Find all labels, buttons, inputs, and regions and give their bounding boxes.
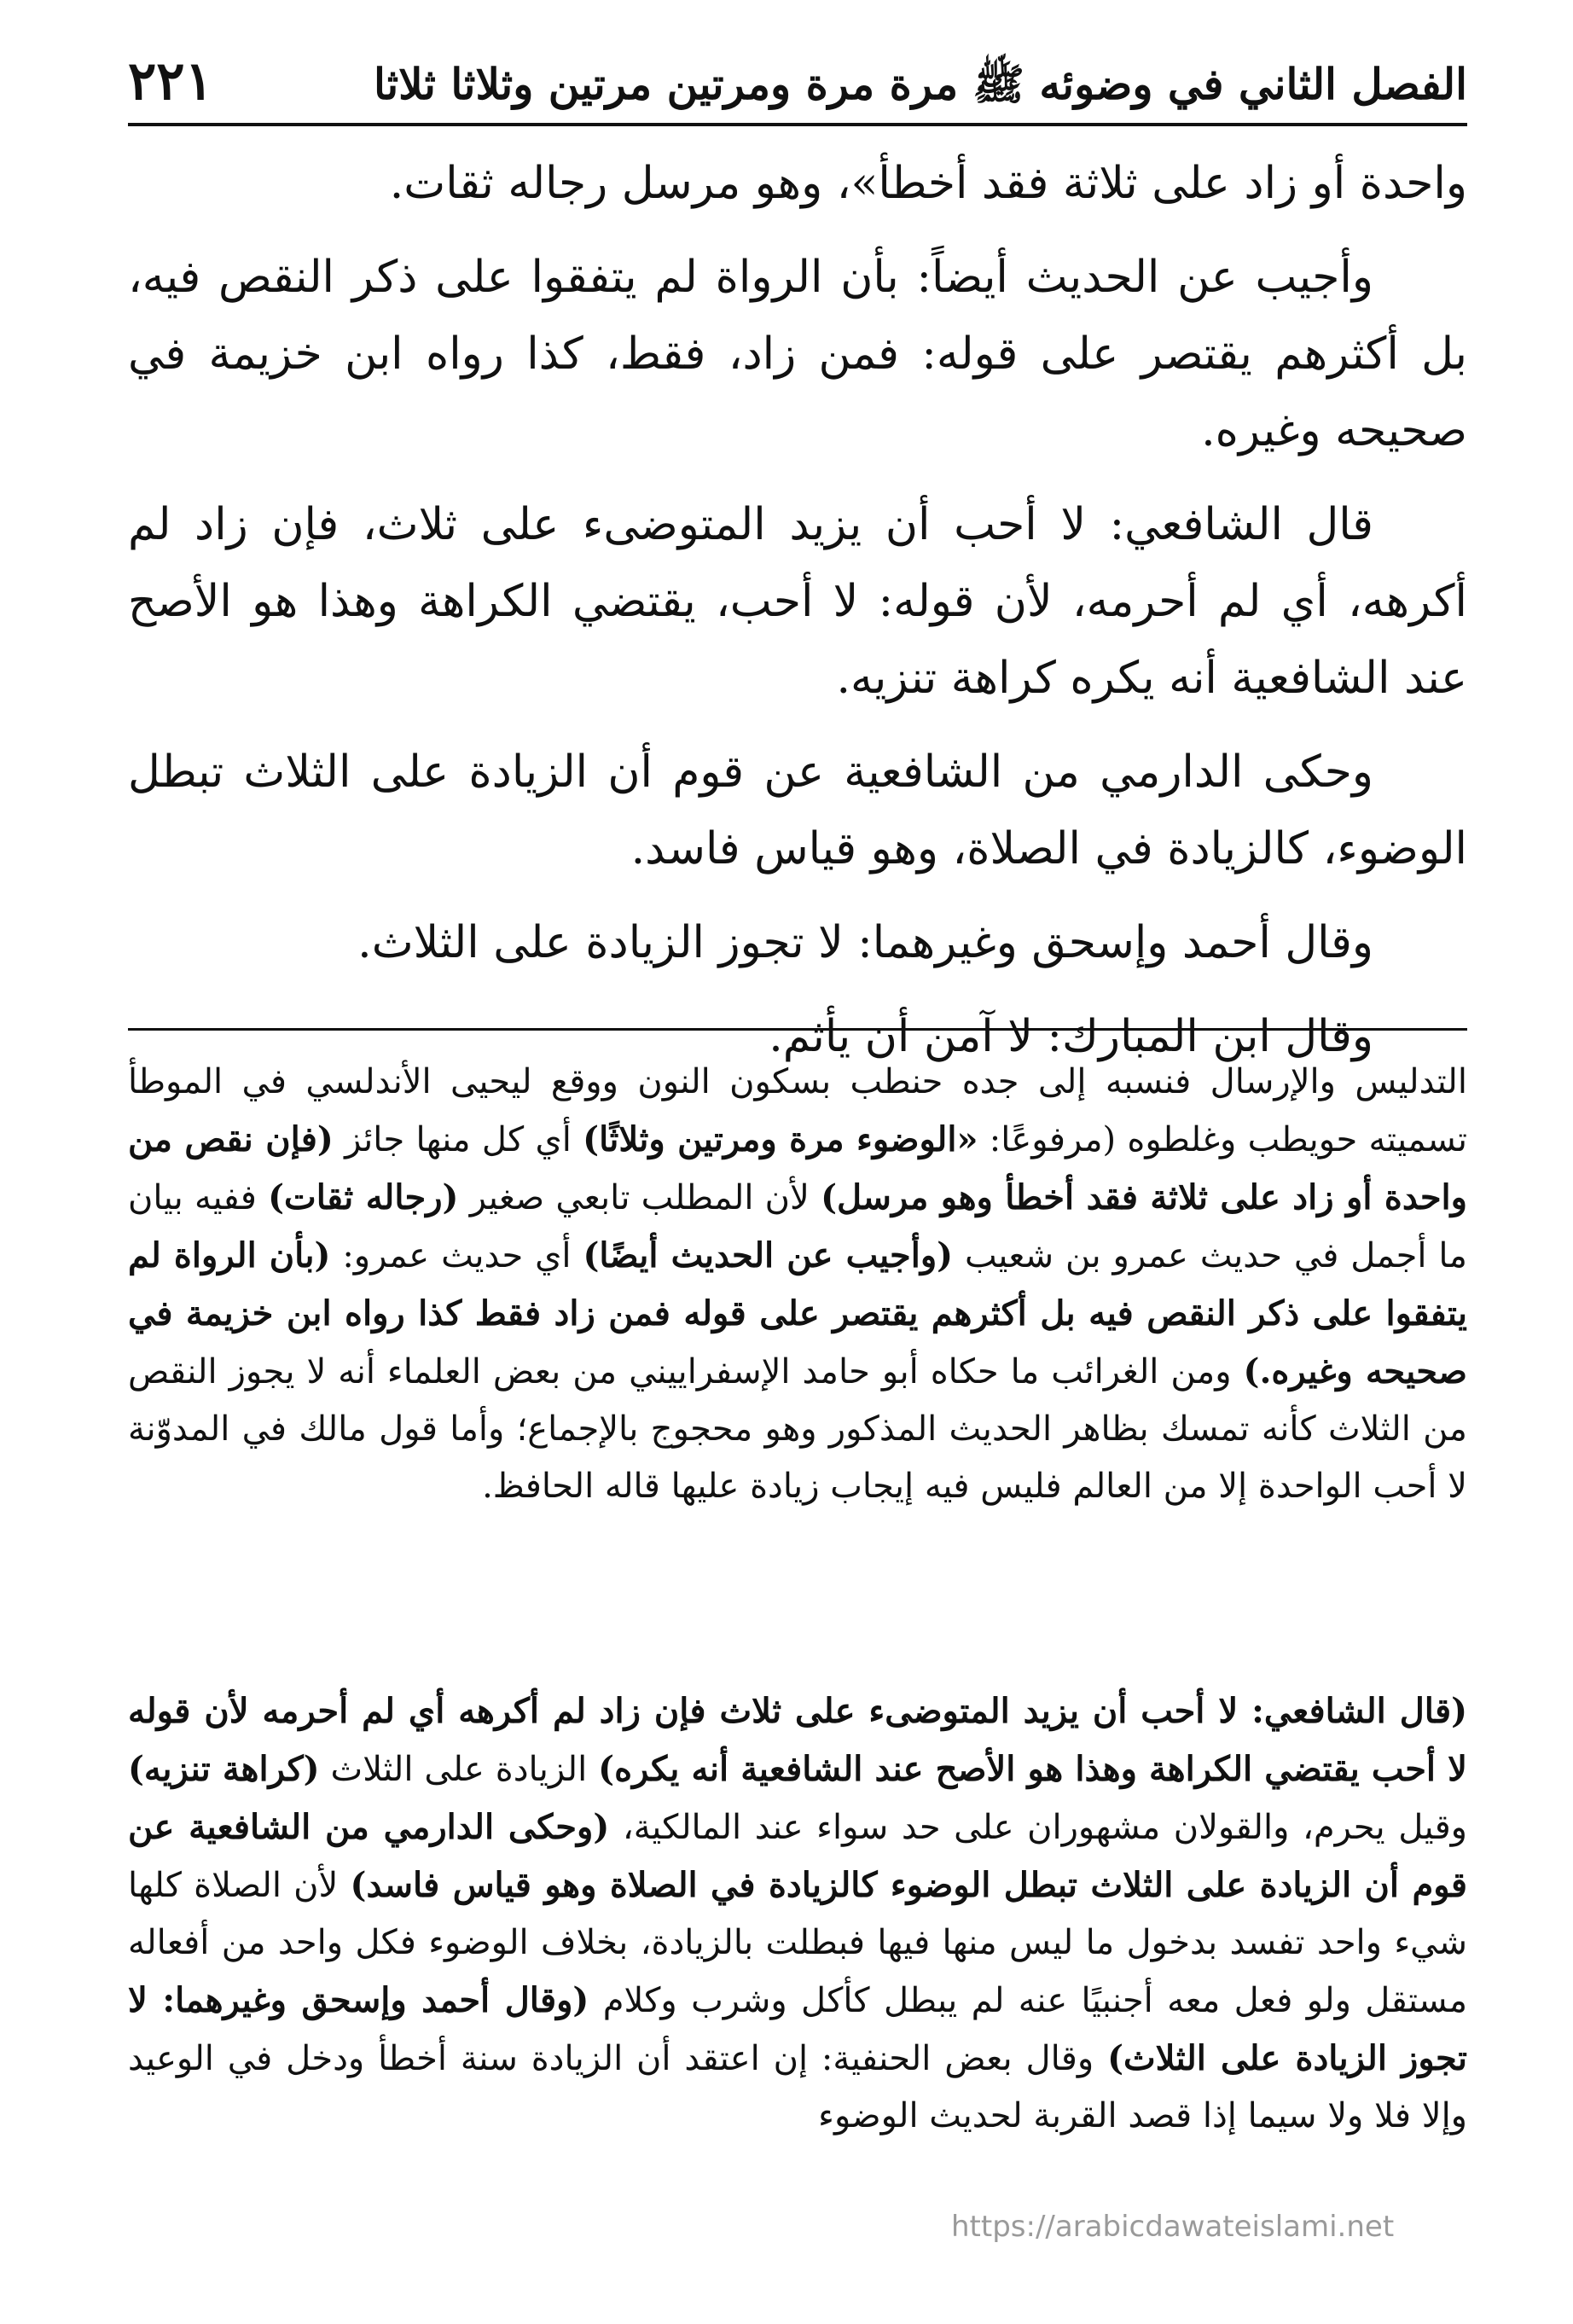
chapter-title: الفصل الثاني في وضوئه ﷺ مرة مرة ومرتين مرتين وثلاثا ثلاثا — [374, 59, 1467, 109]
commentary-text: ففيه بيان ما أجمل في حديث عمرو بن شعيب — [128, 1178, 1467, 1275]
book-page — [128, 49, 1468, 2135]
running-header — [128, 51, 1467, 123]
commentary-text: أي كل منها جائز — [333, 1120, 583, 1159]
quoted-text: (وأجيب عن الحديث أيضًا) — [583, 1235, 954, 1275]
quoted-text: (وقال أحمد وإسحق وغيرهما: لا تجوز الزيادة على الثلاث) — [128, 1980, 1467, 2078]
quoted-text: (بأن الرواة لم يتفقوا على ذكر النقص فيه بل أكثرهم يقتصر على قوله فمن زاد فقط كذا رواه ابن خزيمة في صحيحه وغيره.) — [128, 1235, 1467, 1391]
quoted-text: (رجاله ثقات) — [268, 1177, 459, 1217]
main-paragraph: وقال ابن المبارك: لا آمن أن يأثم. — [769, 1011, 1373, 1062]
main-paragraph: وقال أحمد وإسحق وغيرهما: لا تجوز الزيادة على الثلاث. — [357, 917, 1373, 968]
quoted-text: (وحكى الدارمي من الشافعية عن قوم أن الزيادة على الثلاث تبطل الوضوء كالزيادة في الصلاة وهو قياس فاسد) — [128, 1807, 1468, 1905]
quoted-text: (كراهة تنزيه) — [128, 1749, 320, 1789]
commentary-block-2 — [128, 1682, 1467, 2145]
quoted-text: (فإن نقص من واحدة أو زاد على ثلاثة فقد أخطأ وهو مرسل) — [128, 1119, 1467, 1217]
quoted-text: «الوضوء مرة ومرتين وثلاثًا) — [583, 1119, 978, 1159]
commentary-paragraph — [128, 1682, 1467, 2145]
main-paragraph: قال الشافعي: لا أحب أن يزيد المتوضىء على ثلاث، فإن زاد لم أكرهه، أي لم أحرمه، لأن قوله: لا أحب، يقتضي الكراهة وهذا هو الأصح عند الشافعية أنه يكره كراهة تنزيه. — [128, 499, 1467, 704]
commentary-text: التدليس والإرسال فنسبه إلى جده حنطب بسكون النون ووقع ليحيى الأندلسي في الموطأ تسميته حويطب وغلطوه (مرفوعًا: — [128, 1062, 1467, 1159]
commentary-block-1 — [128, 1054, 1467, 1515]
header-rule — [128, 123, 1467, 126]
watermark-url: https://arabicdawateislami.net — [951, 2210, 1395, 2244]
main-paragraph: وحكى الدارمي من الشافعية عن قوم أن الزيادة على الثلاث تبطل الوضوء، كالزيادة في الصلاة، وهو قياس فاسد. — [128, 747, 1467, 874]
commentary-text: وقال بعض الحنفية: إن اعتقد أن الزيادة سنة أخطأ ودخل في الوعيد وإلا فلا ولا سيما إذا قصد القربة لحديث الوضوء — [128, 2039, 1467, 2135]
commentary-text: لأن الصلاة كلها شيء واحد تفسد بدخول ما ليس منها فيها فبطلت بالزيادة، بخلاف الوضوء فكل واحد من أفعاله مستقل ولو فعل معه أجنبيًا عنه لم يبطل كأكل وشرب وكلام — [128, 1866, 1467, 2020]
main-text — [128, 145, 1467, 1075]
commentary-paragraph — [128, 1054, 1467, 1515]
commentary-text: ومن الغرائب ما حكاه أبو حامد الإسفراييني من بعض العلماء أنه لا يجوز النقص من الثلاث كأنه تمسك بظاهر الحديث المذكور وهو محجوج بالإجماع؛ وأما قول مالك في المدوّنة لا أحب الواحدة إلا من العالم فليس فيه إيجاب زيادة عليها قاله الحافظ. — [128, 1352, 1467, 1506]
main-paragraph: وأجيب عن الحديث أيضاً: بأن الرواة لم يتفقوا على ذكر النقص فيه، بل أكثرهم يقتصر على قوله: فمن زاد، فقط، كذا رواه ابن خزيمة في صحيحه وغيره. — [128, 252, 1467, 456]
footnote-separator — [128, 1028, 1467, 1031]
quoted-text: (قال الشافعي: لا أحب أن يزيد المتوضىء على ثلاث فإن زاد لم أكرهه أي لم أحرمه لأن قوله لا أحب يقتضي الكراهة وهذا هو الأصح عند الشافعية أنه يكره) — [128, 1691, 1467, 1789]
commentary-text: أي حديث عمرو: — [330, 1236, 583, 1275]
commentary-text: الزيادة على الثلاث — [319, 1750, 599, 1789]
main-paragraph: واحدة أو زاد على ثلاثة فقد أخطأ»، وهو مرسل رجاله ثقات. — [389, 158, 1467, 209]
commentary-text: لأن المطلب تابعي صغير — [458, 1178, 821, 1217]
page-number: ٢٢١ — [128, 49, 213, 112]
commentary-text: وقيل يحرم، والقولان مشهوران على حد سواء عند المالكية، — [609, 1808, 1468, 1847]
